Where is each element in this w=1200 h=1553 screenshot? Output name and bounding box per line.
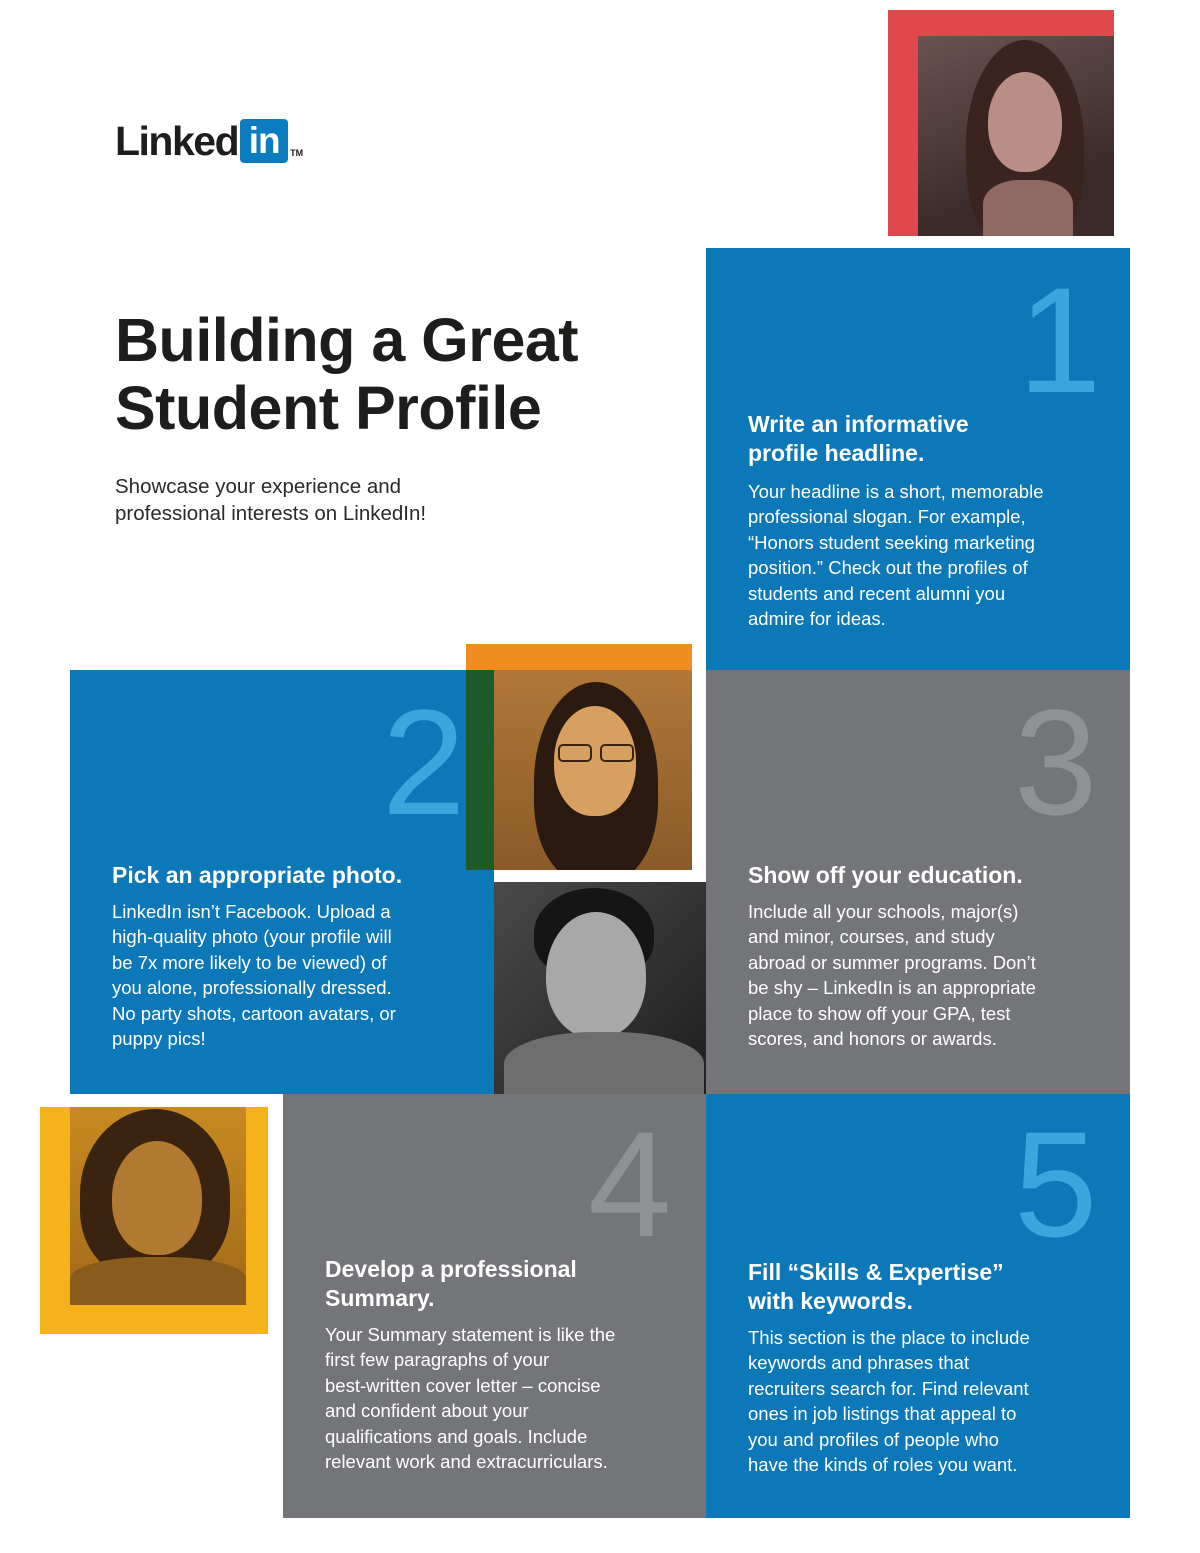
tip-4-title-line: Summary. (325, 1285, 435, 1311)
tip-1-title (748, 410, 1128, 468)
subtitle-line-2: professional interests on LinkedIn! (115, 502, 427, 525)
tip-2-panel (70, 670, 494, 1094)
photo-student-3 (494, 882, 706, 1094)
tip-3-number: 3 (1014, 678, 1098, 846)
tip-3-body-line: scores, and honors or awards. (748, 1028, 997, 1050)
tip-3-body-line: place to show off your GPA, test (748, 1002, 1011, 1024)
tip-4-body (325, 1322, 705, 1474)
linkedin-logo (115, 118, 303, 164)
tip-4-body-line: first few paragraphs of your (325, 1349, 550, 1371)
tip-1-body-line: position.” Check out the profiles of (748, 557, 1028, 579)
logo-trademark: TM (290, 148, 304, 158)
tip-5-title (748, 1258, 1128, 1316)
tip-3-body-line: and minor, courses, and study (748, 926, 995, 948)
tip-5-number: 5 (1014, 1100, 1098, 1268)
tip-4-body-line: qualifications and goals. Include (325, 1425, 588, 1447)
tip-4-title-line: Develop a professional (325, 1256, 577, 1282)
tip-3-body-line: abroad or summer programs. Don’t (748, 951, 1036, 973)
tip-5-body-line: keywords and phrases that (748, 1352, 970, 1374)
tip-5-body (748, 1325, 1128, 1477)
tip-2-title (112, 861, 492, 890)
tip-5-body-line: recruiters search for. Find relevant (748, 1377, 1029, 1399)
tip-1-title-line: profile headline. (748, 440, 925, 466)
tip-2-body-line: puppy pics! (112, 1028, 206, 1050)
tip-2-body-line: high-quality photo (your profile will (112, 926, 392, 948)
tip-1-body-line: “Honors student seeking marketing (748, 531, 1035, 553)
tip-2-body-line: No party shots, cartoon avatars, or (112, 1002, 396, 1024)
tip-1-body-line: admire for ideas. (748, 608, 886, 630)
tip-2-body-line: you alone, professionally dressed. (112, 977, 392, 999)
tip-3-panel (706, 670, 1130, 1094)
tip-3-body (748, 899, 1128, 1051)
photo-student-2 (466, 644, 692, 870)
tip-3-title (748, 861, 1128, 890)
tip-4-body-line: relevant work and extracurriculars. (325, 1451, 608, 1473)
tip-5-body-line: This section is the place to include (748, 1327, 1030, 1348)
title-line-2: Student Profile (115, 374, 542, 442)
tip-2-body (112, 899, 492, 1051)
tip-5-body-line: have the kinds of roles you want. (748, 1454, 1018, 1476)
tip-4-title (325, 1255, 705, 1313)
title-line-1: Building a Great (115, 306, 579, 374)
tip-1-panel (706, 248, 1130, 670)
tip-5-body-line: you and profiles of people who (748, 1428, 999, 1450)
tip-2-body-line: be 7x more likely to be viewed) of (112, 951, 387, 973)
tip-2-number: 2 (382, 678, 466, 846)
logo-word: Linked (115, 118, 239, 164)
tip-3-body-line: Include all your schools, major(s) (748, 901, 1019, 922)
tip-1-body-line: Your headline is a short, memorable (748, 481, 1044, 502)
logo-in-box: in (240, 119, 288, 163)
subtitle-line-1: Showcase your experience and (115, 475, 402, 498)
photo-student-1 (888, 10, 1114, 236)
tip-1-body (748, 479, 1128, 631)
tip-4-body-line: Your Summary statement is like the (325, 1324, 616, 1345)
tip-1-title-line: Write an informative (748, 411, 969, 437)
tip-5-body-line: ones in job listings that appeal to (748, 1403, 1017, 1425)
tip-1-body-line: professional slogan. For example, (748, 506, 1026, 528)
tip-2-title-line: Pick an appropriate photo. (112, 862, 403, 888)
page-subtitle (115, 473, 535, 527)
tip-4-number: 4 (588, 1100, 672, 1268)
tip-5-title-line: with keywords. (748, 1288, 913, 1314)
tip-4-body-line: and confident about your (325, 1400, 529, 1422)
tip-3-body-line: be shy – LinkedIn is an appropriate (748, 977, 1036, 999)
tip-4-panel (283, 1094, 706, 1518)
tip-1-number: 1 (1018, 256, 1102, 424)
tip-4-body-line: best-written cover letter – concise (325, 1374, 601, 1396)
tip-5-panel (706, 1094, 1130, 1518)
photo-student-4 (40, 1107, 268, 1334)
tip-1-body-line: students and recent alumni you (748, 582, 1006, 604)
tip-5-title-line: Fill “Skills & Expertise” (748, 1259, 1004, 1285)
tip-3-title-line: Show off your education. (748, 862, 1023, 888)
tip-2-body-line: LinkedIn isn’t Facebook. Upload a (112, 901, 391, 922)
page-title (115, 306, 675, 442)
